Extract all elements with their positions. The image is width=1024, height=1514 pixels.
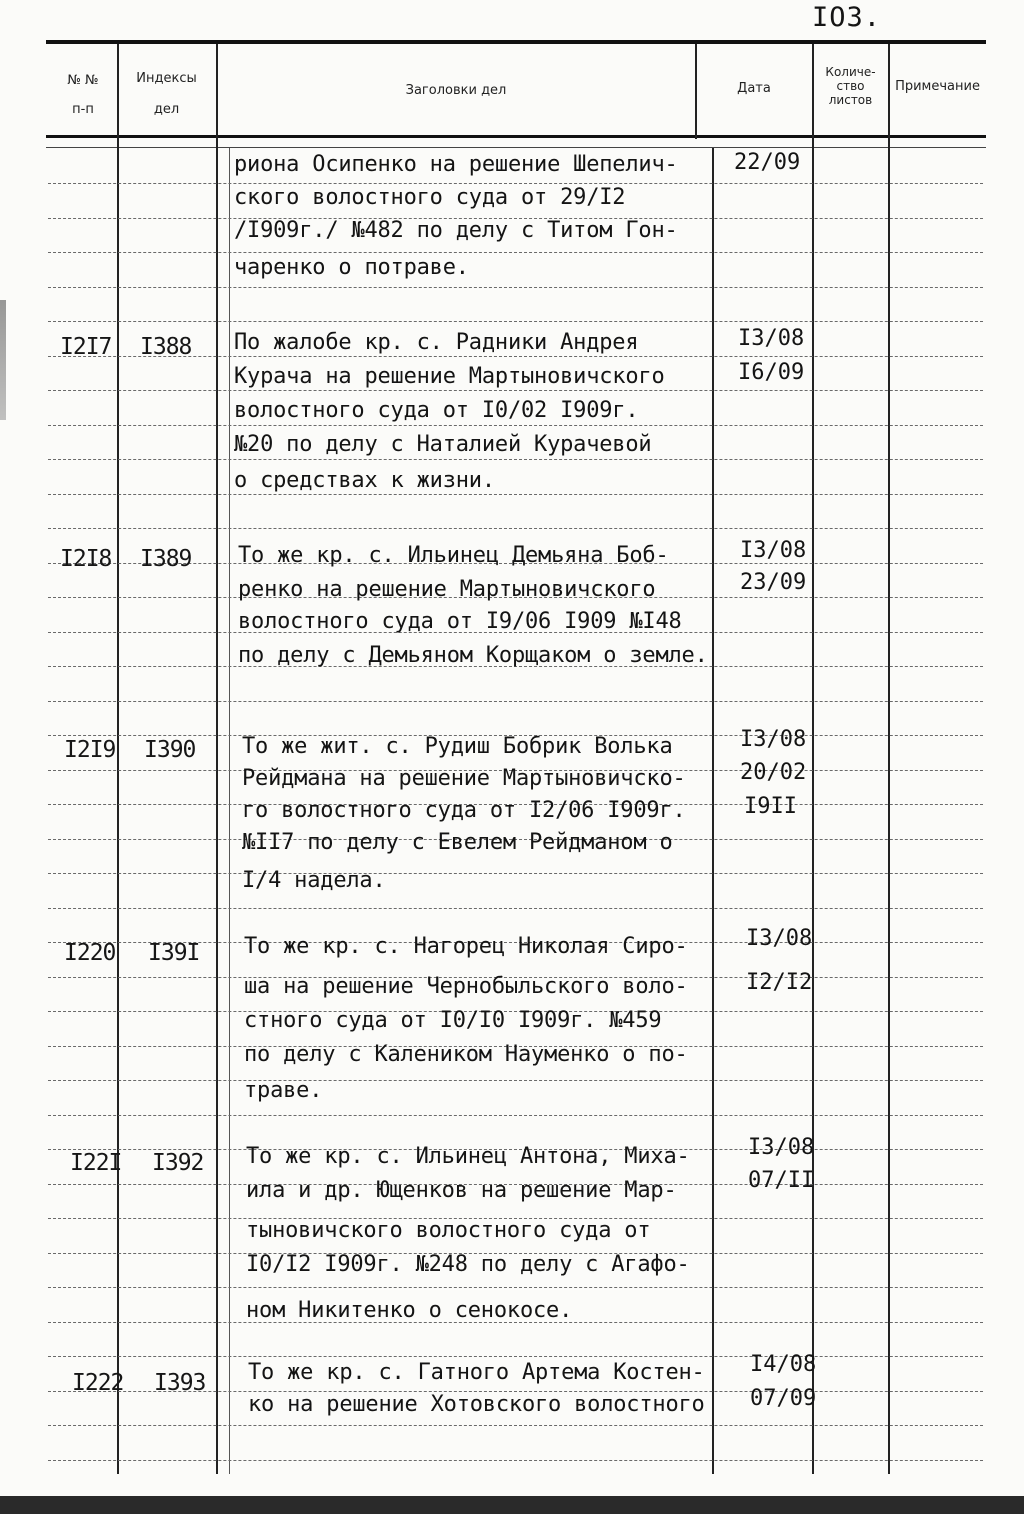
- title-line: ского волостного суда от 29/I2: [234, 185, 626, 210]
- header-count-line1: Количе-: [825, 65, 876, 79]
- entry-number: I2I9: [64, 737, 116, 763]
- title-line: То же кр. с. Нагорец Николая Сиро-: [244, 934, 688, 959]
- entry-date: I3/08: [746, 926, 813, 951]
- title-line: стного суда от I0/I0 I909г. №459: [244, 1008, 662, 1033]
- entry-date: I6/09: [738, 360, 805, 385]
- ruled-line: [48, 321, 983, 322]
- ruled-line: [48, 425, 983, 426]
- title-line: То же жит. с. Рудиш Бобрик Волька: [242, 734, 673, 759]
- entry-date: I9II: [744, 794, 797, 819]
- title-line: №II7 по делу с Евелем Рейдманом о: [242, 830, 673, 855]
- entry-date: 20/02: [740, 760, 807, 785]
- header-lower-rule: [46, 147, 986, 148]
- header-number: [50, 74, 116, 118]
- title-line: I/4 надела.: [242, 868, 386, 893]
- entry-date: I3/08: [738, 326, 805, 351]
- title-line: волостного суда от I9/06 I909 №I48: [238, 609, 682, 634]
- column-divider: [117, 44, 119, 1474]
- ruled-line: [48, 873, 983, 874]
- entry-number: I222: [72, 1370, 124, 1396]
- header-number-line2: п-п: [72, 101, 94, 117]
- entry-index: I393: [154, 1370, 206, 1396]
- title-line: То же кр. с. Гатного Артема Костен-: [248, 1360, 705, 1385]
- header-bottom-rule: [46, 135, 986, 138]
- title-line: ила и др. Ющенков на решение Мар-: [246, 1178, 677, 1203]
- ruled-line: [48, 528, 983, 529]
- page-edge-shadow: [0, 300, 6, 420]
- entry-date: I2/I2: [746, 970, 813, 995]
- ruled-line: [48, 908, 983, 909]
- header-top-rule: [46, 40, 986, 44]
- ruled-line: [48, 1356, 983, 1357]
- entry-date: 07/II: [748, 1168, 815, 1193]
- title-line: по делу с Калеником Науменко о по-: [244, 1042, 688, 1067]
- title-line: I0/I2 I909г. №248 по делу с Агафо-: [246, 1252, 690, 1277]
- title-line: То же кр. с. Ильинец Демьяна Боб-: [238, 543, 669, 568]
- header-count: [813, 66, 888, 107]
- entry-date: I3/08: [740, 727, 807, 752]
- title-line: №20 по делу с Наталией Курачевой: [234, 432, 652, 457]
- entry-index: I392: [152, 1150, 204, 1176]
- entry-date: I3/08: [748, 1135, 815, 1160]
- entry-date: 23/09: [740, 570, 807, 595]
- entry-number: I2I7: [60, 334, 112, 360]
- ruled-line: [48, 390, 983, 391]
- title-line: Курача на решение Мартыновичского: [234, 364, 665, 389]
- ruled-line: [48, 1425, 983, 1426]
- title-line: ном Никитенко о сенокосе.: [246, 1298, 573, 1323]
- entry-date: 22/09: [734, 150, 801, 175]
- scan-bottom-border: [0, 1496, 1024, 1514]
- title-line: Рейдмана на решение Мартыновичско-: [242, 766, 686, 791]
- ruled-line: [48, 287, 983, 288]
- title-line: го волостного суда от I2/06 I909г.: [242, 798, 686, 823]
- ruled-line: [48, 1287, 983, 1288]
- header-date: Дата: [737, 81, 771, 96]
- entry-date: 07/09: [750, 1386, 817, 1411]
- entry-number: I2I8: [60, 546, 112, 572]
- title-line: волостного суда от I0/02 I909г.: [234, 398, 639, 423]
- title-line: ко на решение Хотовского волостного: [248, 1392, 705, 1417]
- title-line: риона Осипенко на решение Шепелич-: [234, 152, 678, 177]
- column-divider: [712, 148, 714, 1474]
- column-divider: [812, 44, 814, 1474]
- ruled-line: [48, 701, 983, 702]
- header-count-line3: листов: [828, 92, 873, 107]
- entry-index: I389: [140, 546, 192, 572]
- entry-index: I388: [140, 334, 192, 360]
- ruled-line: [48, 252, 983, 253]
- entry-date: I4/08: [750, 1352, 817, 1377]
- title-line: То же кр. с. Ильинец Антона, Миха-: [246, 1144, 690, 1169]
- ruled-line: [48, 1115, 983, 1116]
- entry-index: I390: [144, 737, 196, 763]
- title-line: ша на решение Чернобыльского воло-: [244, 974, 688, 999]
- header-note: Примечание: [895, 79, 980, 94]
- title-line: ренко на решение Мартыновичского: [238, 577, 656, 602]
- column-divider: [888, 44, 890, 1474]
- title-line: о средствах к жизни.: [234, 468, 495, 493]
- header-count-line2: ство: [836, 78, 865, 93]
- header-index: [118, 72, 215, 118]
- title-line: тыновичского волостного суда от: [246, 1218, 651, 1243]
- header-number-line1: № №: [67, 73, 99, 88]
- header-index-line1: Индексы: [136, 71, 197, 86]
- title-line: по делу с Демьяном Корщаком о земле.: [238, 643, 708, 668]
- entry-date: I3/08: [740, 538, 807, 563]
- ruled-line: [48, 494, 983, 495]
- title-line: По жалобе кр. с. Радники Андрея: [234, 330, 639, 355]
- title-line: /I909г./ №482 по делу с Титом Гон-: [234, 218, 678, 243]
- header-index-line2: дел: [153, 101, 180, 117]
- ruled-line: [48, 183, 983, 184]
- ruled-line: [48, 1080, 983, 1081]
- title-line: траве.: [244, 1078, 323, 1103]
- ruled-line: [48, 1460, 983, 1461]
- column-divider: [229, 148, 230, 1474]
- entry-number: I220: [64, 940, 116, 966]
- title-line: чаренко о потраве.: [234, 255, 469, 280]
- entry-index: I39I: [148, 940, 200, 966]
- header-title: Заголовки дел: [405, 83, 507, 98]
- page-number: IO3.: [812, 2, 882, 33]
- entry-number: I22I: [70, 1150, 122, 1176]
- ruled-line: [48, 459, 983, 460]
- column-divider: [216, 44, 218, 1474]
